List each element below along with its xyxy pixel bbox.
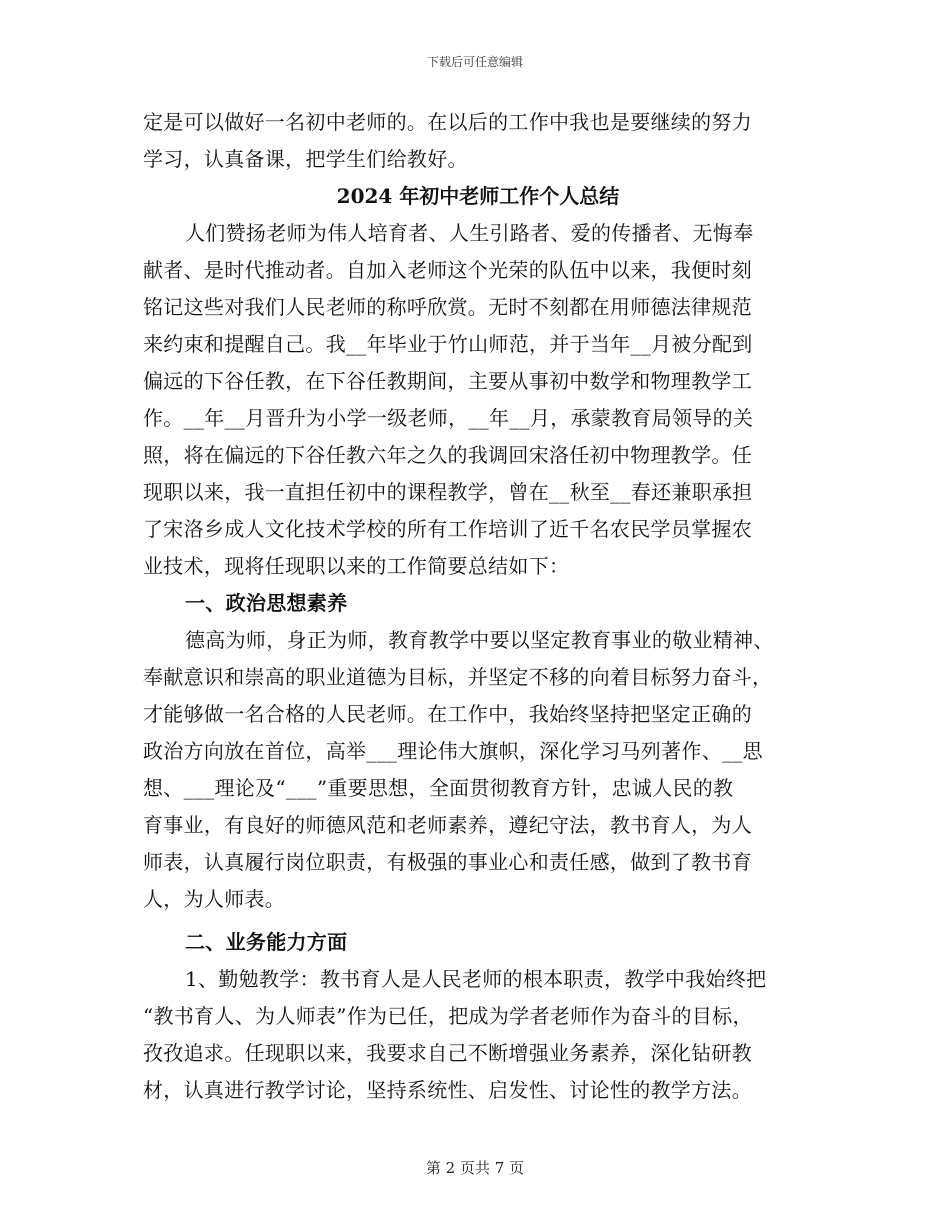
text-line: 献者、是时代推动者。自加入老师这个光荣的队伍中以来，我便时刻 bbox=[143, 258, 752, 282]
text-line: 政治方向放在首位，高举___理论伟大旗帜，深化学习马列著作、__思 bbox=[143, 739, 763, 763]
section-heading-politics: 一、政治思想素养 bbox=[185, 591, 348, 615]
text-line: 1、勤勉教学：教书育人是人民老师的根本职责，教学中我始终把 bbox=[185, 967, 767, 991]
document-title: 2024 年初中老师工作个人总结 bbox=[336, 184, 620, 208]
text-line: 人们赞扬老师为伟人培育者、人生引路者、爱的传播者、无悔奉 bbox=[185, 221, 754, 245]
text-line: 师表，认真履行岗位职责，有极强的事业心和责任感，做到了教书育 bbox=[143, 850, 752, 874]
page-header: 下载后可任意编辑 bbox=[426, 55, 523, 69]
text-line: 了宋洛乡成人文化技术学校的所有工作培训了近千名农民学员掌握农 bbox=[143, 517, 752, 541]
text-line: 想、___理论及“___”重要思想，全面贯彻教育方针，忠诚人民的教 bbox=[143, 776, 734, 800]
document-body bbox=[143, 104, 813, 1109]
text-line: 定是可以做好一名初中老师的。在以后的工作中我也是要继续的努力 bbox=[143, 110, 752, 134]
text-line: 人，为人师表。 bbox=[143, 887, 286, 911]
text-line: 德高为师，身正为师，教育教学中要以坚定教育事业的敬业精神、 bbox=[185, 628, 774, 652]
text-line: 材，认真进行教学讨论，坚持系统性、启发性、讨论性的教学方法。 bbox=[143, 1078, 752, 1102]
text-line: 作。__年__月晋升为小学一级老师，__年__月，承蒙教育局领导的关 bbox=[143, 406, 754, 430]
text-line: 来约束和提醒自己。我__年毕业于竹山师范，并于当年__月被分配到 bbox=[143, 332, 753, 356]
text-line: 学习，认真备课，把学生们给教好。 bbox=[143, 147, 468, 171]
text-line: 铭记这些对我们人民老师的称呼欣赏。无时不刻都在用师德法律规范 bbox=[143, 295, 752, 319]
text-line: 奉献意识和崇高的职业道德为目标，并坚定不移的向着目标努力奋斗， bbox=[143, 665, 773, 689]
text-line: 偏远的下谷任教，在下谷任教期间，主要从事初中数学和物理教学工 bbox=[143, 369, 752, 393]
text-line: “教书育人、为人师表”作为已任，把成为学者老师作为奋斗的目标， bbox=[143, 1004, 753, 1028]
text-line: 才能够做一名合格的人民老师。在工作中，我始终坚持把坚定正确的 bbox=[143, 702, 752, 726]
text-line: 业技术，现将任现职以来的工作简要总结如下： bbox=[143, 554, 570, 578]
text-line: 现职以来，我一直担任初中的课程教学，曾在__秋至__春还兼职承担 bbox=[143, 480, 753, 504]
text-line: 孜孜追求。任现职以来，我要求自己不断增强业务素养，深化钻研教 bbox=[143, 1041, 752, 1065]
text-line: 照，将在偏远的下谷任教六年之久的我调回宋洛任初中物理教学。任 bbox=[143, 443, 752, 467]
section-heading-business: 二、业务能力方面 bbox=[185, 930, 348, 954]
page-footer: 第 2 页共 7 页 bbox=[425, 1159, 525, 1177]
text-line: 育事业，有良好的师德风范和老师素养，遵纪守法，教书育人，为人 bbox=[143, 813, 752, 837]
